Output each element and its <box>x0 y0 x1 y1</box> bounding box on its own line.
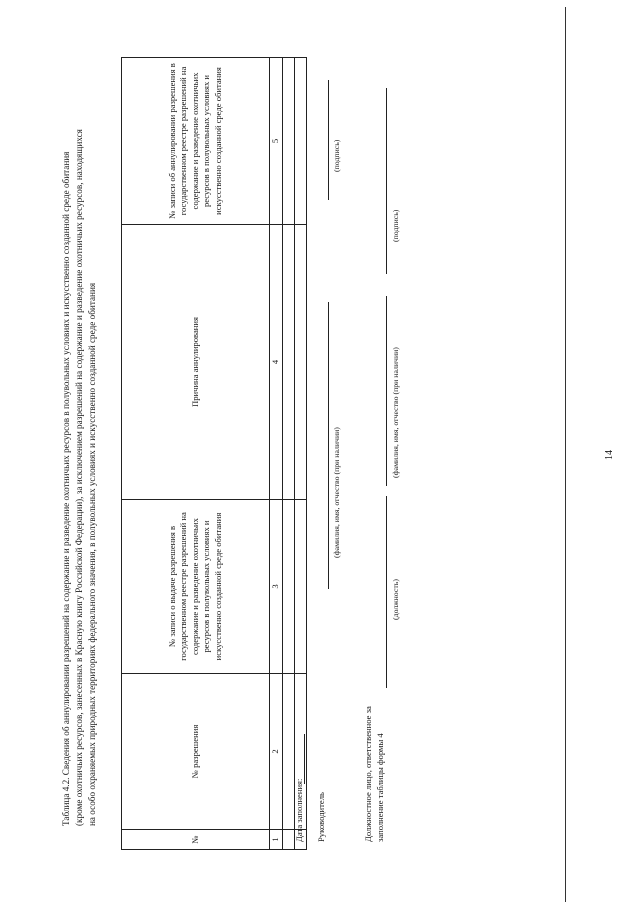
head-signature-line[interactable] <box>328 80 329 200</box>
date-field-line[interactable] <box>304 734 305 784</box>
responsible-signature-hint: (подпись) <box>391 209 400 242</box>
responsible-name-line[interactable] <box>386 296 387 486</box>
header-permit-number: № разрешения <box>122 674 270 830</box>
responsible-signature-line[interactable] <box>386 88 387 274</box>
table-cell[interactable] <box>282 58 294 225</box>
column-numbers-row <box>270 58 283 850</box>
position-hint: (должность) <box>391 579 400 620</box>
column-number: 5 <box>270 58 283 225</box>
head-name-line[interactable] <box>328 302 329 589</box>
page-number: 14 <box>604 450 615 460</box>
caption-line: на особо охраняемых природных территориях федерального значения, в полувольных условиях и искусственно созданной среде обитания <box>87 282 97 826</box>
table-caption <box>60 6 99 826</box>
table-header-row <box>122 58 270 850</box>
head-signature-hint: (подпись) <box>332 139 341 172</box>
revocation-table <box>121 57 307 850</box>
position-field-line[interactable] <box>386 496 387 688</box>
responsible-fio-hint: (фамилия, имя, отчество (при наличии) <box>391 347 400 478</box>
scan-edge-line <box>565 7 566 902</box>
table-row <box>282 58 294 850</box>
column-number: 2 <box>270 674 283 830</box>
table-row <box>294 58 306 850</box>
responsible-label: Должностное лицо, ответственное за заполнение таблицы формы 4 <box>363 706 385 842</box>
header-row-number: № <box>122 830 270 850</box>
header-revocation-reason: Причина аннулирования <box>122 225 270 500</box>
header-revocation-record-number: № записи об аннулировании разрешения в государственном реестре разрешений на содержание и разведение охотничьих ресурсов в полувольных условиях и искусственно созданной среде обитания <box>122 58 270 225</box>
table-cell[interactable] <box>282 500 294 674</box>
head-fio-hint: (фамилия, имя, отчество (при наличии) <box>332 427 341 558</box>
column-number: 3 <box>270 500 283 674</box>
table-cell[interactable] <box>282 225 294 500</box>
column-number: 1 <box>270 830 283 850</box>
header-issue-record-number: № записи о выдаче разрешения в государственном реестре разрешений на содержание и разведение охотничьих ресурсов в полувольных условиях и искусственно созданной среде обитания <box>122 500 270 674</box>
caption-line: (кроме охотничьих ресурсов, занесенных в Красную книгу Российской Федерации), за исключением разрешений на содержание и разведение охотничьих ресурсов, находящихся <box>74 129 84 826</box>
table-cell[interactable] <box>294 500 306 674</box>
caption-line: Таблица 4.2. Сведения об аннулировании разрешений на содержание и разведение охотничьих ресурсов в полувольных условиях и искусственно созданной среде обитания <box>61 151 71 826</box>
column-number: 4 <box>270 225 283 500</box>
head-label: Руководитель <box>316 792 326 842</box>
table-cell[interactable] <box>294 58 306 225</box>
table-cell[interactable] <box>294 225 306 500</box>
date-label: Дата заполнения: <box>294 778 304 842</box>
